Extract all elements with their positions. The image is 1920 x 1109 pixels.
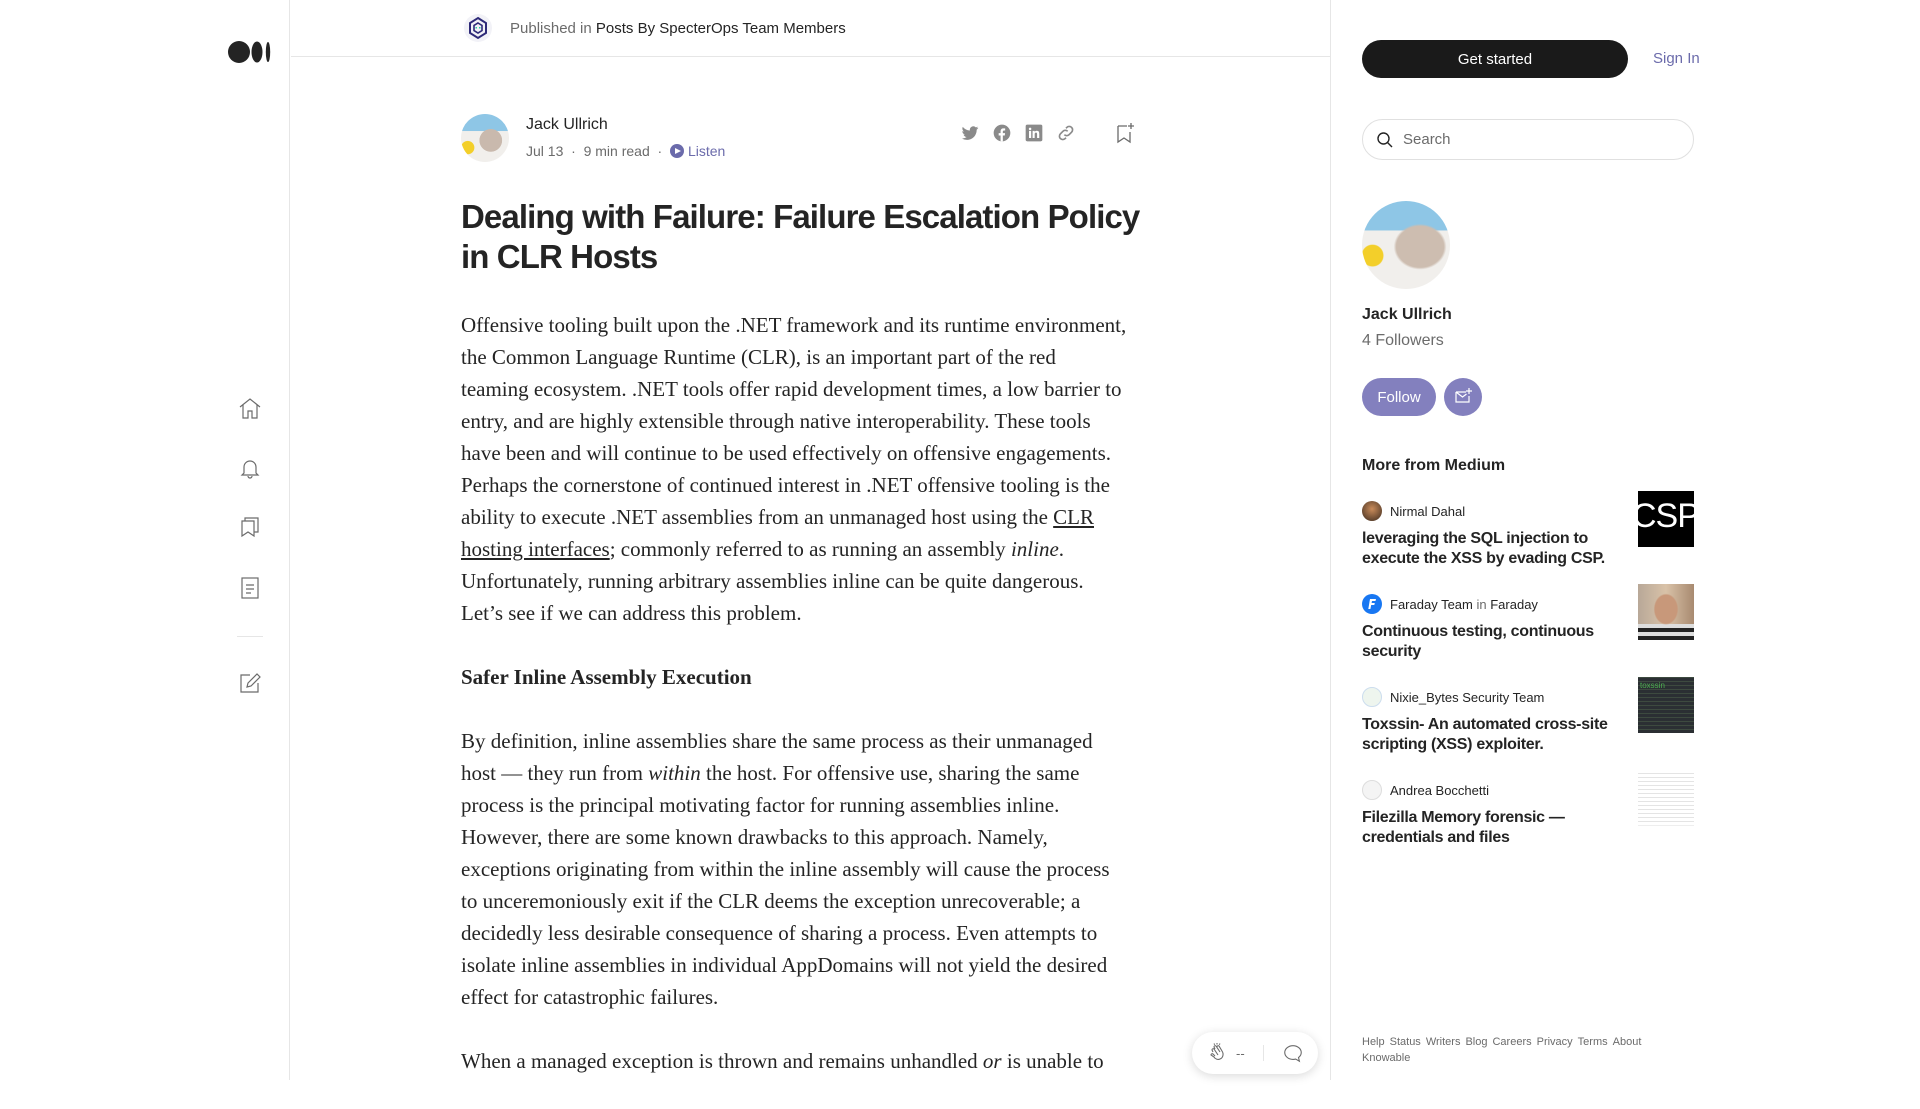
text-run: is unable to: [1001, 1049, 1104, 1073]
copy-link-icon[interactable]: [1056, 123, 1076, 143]
rec-thumbnail[interactable]: toxssin: [1638, 677, 1694, 733]
sign-in-link[interactable]: Sign In: [1653, 50, 1700, 67]
paragraph: [461, 309, 1181, 629]
rec-title[interactable]: Filezilla Memory forensic — credentials and files: [1362, 809, 1565, 846]
text-run: When a managed exception is thrown and remains unhandled: [461, 1049, 983, 1073]
text-run: the host. For offensive use, sharing the same: [700, 761, 1080, 785]
rec-author: Nixie_Bytes Security Team: [1390, 690, 1545, 705]
emphasis: or: [982, 1049, 1002, 1073]
text-run: teaming ecosystem. .NET tools offer rapid development times, a low barrier to: [461, 377, 1122, 401]
author-avatar: [1362, 501, 1382, 521]
text-line: [461, 949, 1181, 981]
emphasis: within: [648, 761, 701, 785]
text-line: [461, 373, 1181, 405]
recommended-story[interactable]: [1362, 780, 1694, 860]
search-icon: [1376, 131, 1394, 149]
text-run: effect for catastrophic failures.: [461, 985, 719, 1009]
published-in: Published in Posts By SpecterOps Team Members: [510, 20, 846, 37]
text-run: isolate inline assemblies in individual AppDomains will not yield the desired: [461, 953, 1108, 977]
rec-author: Nirmal Dahal: [1390, 504, 1466, 519]
text-run: By definition, inline assemblies share the same process as their unmanaged: [461, 729, 1093, 753]
rec-thumbnail[interactable]: CSP: [1638, 491, 1694, 547]
footer-links: [1362, 1034, 1682, 1066]
text-run: .: [1058, 537, 1065, 561]
clr-hosting-interfaces-link[interactable]: hosting interfaces: [461, 537, 610, 561]
faraday-f-glyph-icon: [1362, 594, 1382, 614]
footer-link-terms[interactable]: Terms: [1577, 1036, 1608, 1048]
write-icon[interactable]: [237, 670, 263, 696]
text-line: [461, 309, 1181, 341]
text-line: [461, 533, 1181, 565]
rec-thumbnail[interactable]: [1638, 770, 1694, 826]
text-run: ability to execute .NET assemblies from an unmanaged host using the: [461, 505, 1054, 529]
text-run: decidedly less desirable consequence of sharing a process. Even attempts to: [461, 921, 1098, 945]
text-run: Perhaps the cornerstone of continued interest in .NET offensive tooling is the: [461, 473, 1110, 497]
text-line: [461, 565, 1181, 597]
text-run: entry, and are highly extensible through native interoperability. These tools: [461, 409, 1091, 433]
text-line: [461, 725, 1181, 757]
mail-plus-icon: [1453, 386, 1473, 406]
section-heading: Safer Inline Assembly Execution: [461, 665, 752, 689]
text-line: [461, 1045, 1181, 1077]
text-line: [461, 853, 1181, 885]
rail-divider: [237, 636, 263, 637]
paragraph: [461, 1045, 1181, 1077]
text-line: [461, 597, 1181, 629]
text-line: [461, 981, 1181, 1013]
clap-count: --: [1236, 1045, 1245, 1061]
footer-link-knowable[interactable]: Knowable: [1362, 1052, 1411, 1064]
footer-link-blog[interactable]: Blog: [1465, 1036, 1488, 1048]
article-body: [461, 309, 1181, 1109]
search-input[interactable]: [1403, 120, 1683, 159]
publish-date: Jul 13: [526, 143, 564, 159]
text-run: the Common Language Runtime (CLR), is an important part of the red: [461, 345, 1056, 369]
stories-icon[interactable]: [237, 575, 263, 601]
footer-link-status[interactable]: Status: [1389, 1036, 1421, 1048]
text-line: [461, 469, 1181, 501]
footer-link-about[interactable]: About: [1612, 1036, 1642, 1048]
text-run: host — they run from: [461, 761, 649, 785]
text-run: However, there are some known drawbacks to this approach. Namely,: [461, 825, 1048, 849]
read-time: 9 min read: [583, 143, 650, 159]
text-line: [461, 437, 1181, 469]
text-line: [461, 501, 1181, 533]
specterops-publication-icon[interactable]: [464, 14, 492, 42]
notifications-bell-icon[interactable]: [237, 455, 263, 481]
search-box: [1362, 119, 1694, 160]
linkedin-icon[interactable]: [1024, 123, 1044, 143]
rec-title[interactable]: leveraging the SQL injection to execute the XSS by evading CSP.: [1362, 530, 1605, 567]
clr-hosting-interfaces-link[interactable]: CLR: [1053, 505, 1094, 529]
home-icon[interactable]: [237, 396, 263, 422]
profile-name[interactable]: Jack Ullrich: [1362, 306, 1452, 323]
followers-count[interactable]: 4 Followers: [1362, 332, 1444, 349]
footer-link-privacy[interactable]: Privacy: [1536, 1036, 1573, 1048]
author-name[interactable]: Jack Ullrich: [526, 116, 608, 133]
clap-icon[interactable]: [1206, 1041, 1230, 1065]
publication-link[interactable]: Posts By SpecterOps Team Members: [595, 20, 846, 37]
text-line: [461, 789, 1181, 821]
facebook-icon[interactable]: [992, 123, 1012, 143]
clap-bar: [1192, 1032, 1318, 1074]
comment-icon[interactable]: [1282, 1042, 1304, 1064]
medium-logo[interactable]: [228, 41, 272, 63]
text-run: Let’s see if we can address this problem.: [461, 601, 802, 625]
profile-avatar[interactable]: [1362, 201, 1450, 289]
get-started-button[interactable]: Get started: [1362, 40, 1628, 78]
emphasis: inline: [1010, 537, 1059, 561]
text-run: ; commonly referred to as running an assembly: [609, 537, 1011, 561]
text-line: [461, 885, 1181, 917]
subscribe-email-button[interactable]: [1444, 378, 1482, 416]
twitter-icon[interactable]: [960, 123, 980, 143]
recommended-story[interactable]: [1362, 594, 1694, 674]
paragraph: [461, 725, 1181, 1013]
rec-thumbnail[interactable]: [1638, 584, 1694, 640]
faraday-logo-icon: [1362, 594, 1382, 614]
follow-button[interactable]: Follow: [1362, 378, 1436, 416]
text-line: [461, 341, 1181, 373]
article-title: Dealing with Failure: Failure Escalation Policy in CLR Hosts: [461, 198, 1140, 275]
rec-title[interactable]: Continuous testing, continuous security: [1362, 623, 1594, 660]
text-run: exceptions originating from within the inline assembly will cause the process: [461, 857, 1110, 881]
text-line: [461, 405, 1181, 437]
text-line: [461, 821, 1181, 853]
footer-link-help[interactable]: Help: [1362, 1036, 1385, 1048]
more-from-medium-heading: More from Medium: [1362, 457, 1506, 474]
text-line: [461, 917, 1181, 949]
play-icon: [670, 144, 684, 158]
rec-title[interactable]: Toxssin- An automated cross-site scripting (XSS) exploiter.: [1362, 716, 1608, 753]
listen-button[interactable]: Listen: [670, 143, 725, 159]
author-avatar[interactable]: [461, 114, 509, 162]
text-run: process is the principal motivating factor for running assemblies inline.: [461, 793, 1060, 817]
lists-bookmark-icon[interactable]: [237, 514, 263, 540]
save-bookmark-icon[interactable]: [1114, 121, 1136, 145]
rec-author: Andrea Bocchetti: [1390, 783, 1490, 798]
author-avatar: [1362, 687, 1382, 707]
text-run: Offensive tooling built upon the .NET framework and its runtime environment,: [461, 313, 1127, 337]
text-run: have been and will continue to be used effectively on offensive engagements.: [461, 441, 1112, 465]
footer-link-careers[interactable]: Careers: [1492, 1036, 1532, 1048]
rec-author: Faraday Team in Faraday: [1390, 597, 1538, 612]
clap-bar-divider: [1263, 1045, 1264, 1061]
recommended-story[interactable]: [1362, 681, 1694, 767]
footer-link-writers[interactable]: Writers: [1425, 1036, 1461, 1048]
text-run: Unfortunately, running arbitrary assemblies inline can be quite dangerous.: [461, 569, 1084, 593]
article-meta: Jul 13 · 9 min read · Listen: [526, 143, 726, 159]
left-rail: [0, 0, 290, 1080]
author-avatar: [1362, 780, 1382, 800]
text-line: [461, 757, 1181, 789]
text-run: to unceremoniously exit if the CLR deems the exception unrecoverable; a: [461, 889, 1081, 913]
recommended-story[interactable]: [1362, 497, 1699, 581]
